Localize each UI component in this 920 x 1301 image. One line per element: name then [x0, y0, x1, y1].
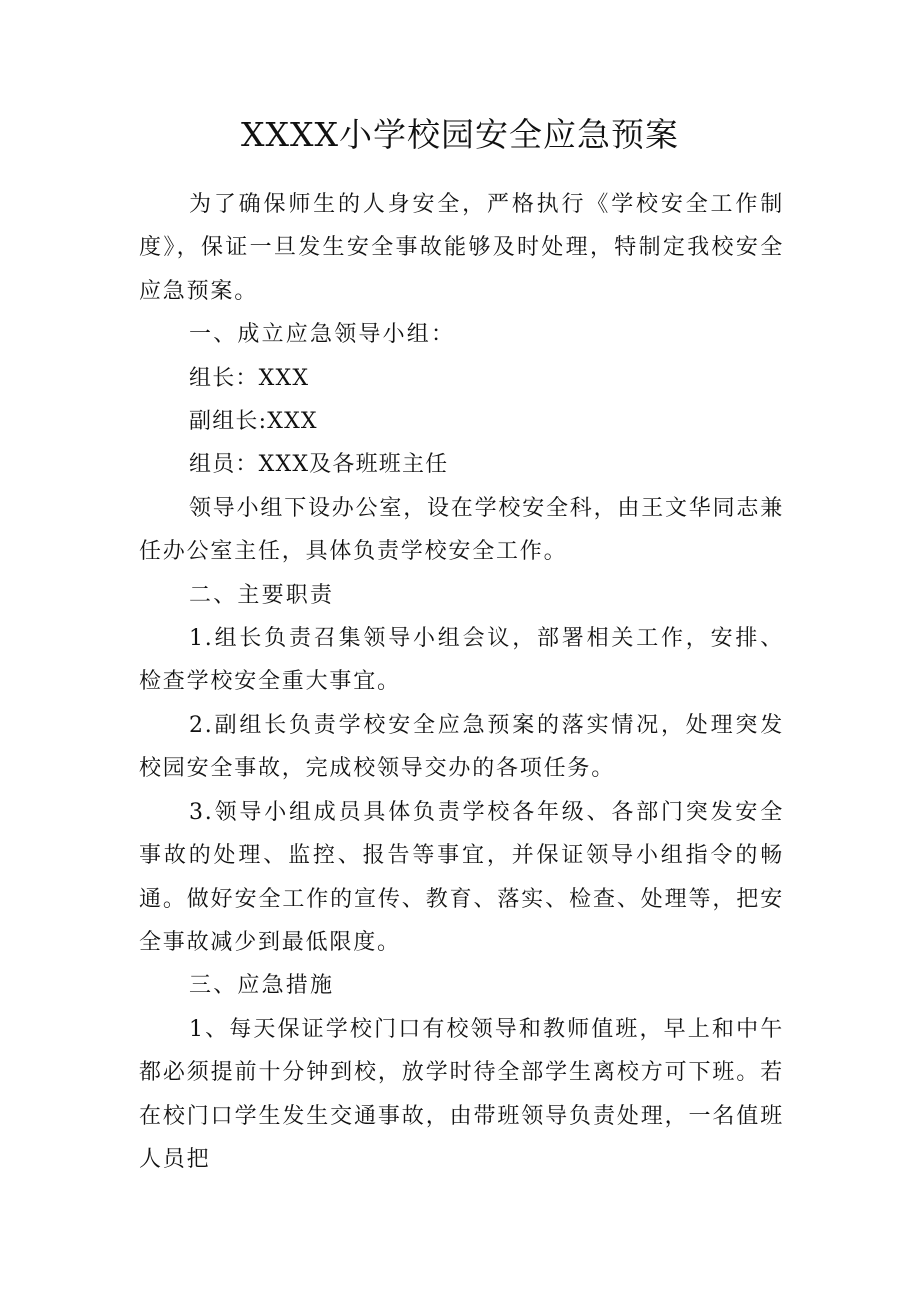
document-title: XXXX小学校园安全应急预案 — [241, 115, 679, 154]
intro-paragraph: 为了确保师生的人身安全，严格执行《学校安全工作制度》，保证一旦发生安全事故能够及时处理，特制定我校安全应急预案。 — [139, 192, 784, 304]
office-paragraph: 领导小组下设办公室，设在学校安全科，由王文华同志兼任办公室主任，具体负责学校安全工作。 — [139, 495, 785, 565]
deputy-leader-line: 副组长:XXX — [189, 409, 318, 435]
duty-item-2: 2.副组长负责学校安全应急预案的落实情况，处理突发校园安全事故，完成校领导交办的各项任务。 — [139, 712, 784, 782]
duty-item-1: 1.组长负责召集领导小组会议，部署相关工作，安排、检查学校安全重大事宜。 — [139, 626, 784, 695]
group-members-line: 组员：XXX及各班班主任 — [189, 452, 449, 478]
document-body — [139, 183, 784, 1181]
measure-item-1: 1、每天保证学校门口有校领导和教师值班，早上和中午都必须提前十分钟到校，放学时待全部学生离校方可下班。若在校门口学生发生交通事故，由带班领导负责处理，一名值班人员把 — [139, 1016, 784, 1172]
section-heading-measures: 三、应急措施 — [189, 973, 335, 999]
section-heading-duties: 二、主要职责 — [189, 582, 335, 608]
section-heading-leadership-group: 一、成立应急领导小组： — [189, 322, 456, 348]
duty-item-3: 3.领导小组成员具体负责学校各年级、各部门突发安全事故的处理、监控、报告等事宜，并保证领导小组指令的畅通。做好安全工作的宣传、教育、落实、检查、处理等，把安全事故减少到最低限度。 — [139, 799, 784, 955]
group-leader-line: 组长：XXX — [189, 365, 310, 391]
